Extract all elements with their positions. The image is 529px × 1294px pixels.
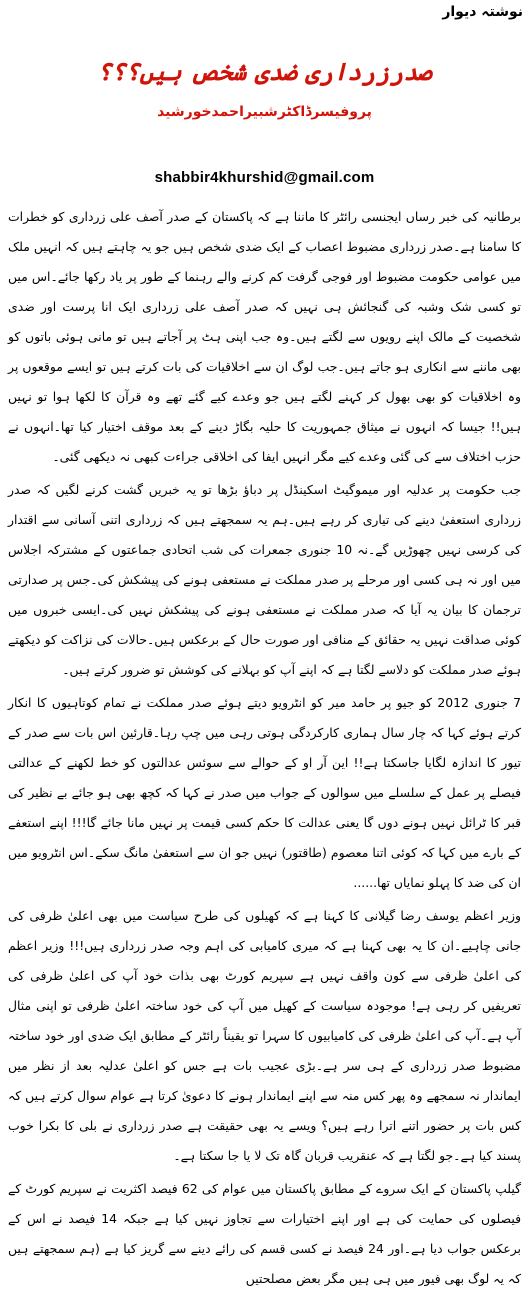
paragraph-2: جب حکومت پر عدلیہ اور میموگیٹ اسکینڈل پر دباؤ بڑھا تو یہ خبریں گشت کرنے لگیں کہ صدر زرداری استعفیٰ دینے کی تیاری کر رہے ہیں۔ہم یہ سمجھتے ہیں کہ زرداری اتنی آسانی سے اقتدار کی کرسی نہیں چھوڑیں گے۔نہ 10 جنوری جمعرات کی شب اتحادی جماعتوں کے مشترکہ اجلاس میں اور نہ ہی کسی اور مرحلے پر صدر مملکت نے مستعفی ہونے کی پیشکش کی۔جس پر صدارتی ترجمان کا بیان یہ آیا کہ صدر مملکت نے مستعفی ہونے کی پیشکش نہیں کی۔ایسی خبروں میں کوئی صداقت نہیں یہ حقائق کے منافی اور صورت حال کے برعکس ہیں۔حالات کی نزاکت کو دیکھتے ہوئے صدر مملکت کو دلاسے لگتا ہے کہ اپنے آپ کو بہلانے کی کوشش تو ضرور کرتے ہیں۔ <box>8 482 522 677</box>
article-body <box>8 202 522 1286</box>
paragraph-4: وزیر اعظم یوسف رضا گیلانی کا کہنا ہے کہ کھیلوں کی طرح سیاست میں بھی اعلیٰ ظرفی کی جانی چاہیے۔ان کا یہ بھی کہنا ہے کہ میری کامیابی کی اہم وجہ صدر زرداری ہیں!!! وزیر اعظم کی اعلیٰ ظرفی سے کون واقف نہیں ہے سپریم کورٹ بھی بذات خود آپ کی اعلیٰ ظرفی کی تعریفیں کر رہی ہے! موجودہ سیاست کے کھیل میں آپ کی خود ساختہ اعلیٰ ظرفی تو اپنی مثال آپ ہے۔آپ کی اعلیٰ ظرفی کی کامیابیوں کا سہرا تو یقیناً رائٹر کے مطابق ایک ضدی اور خود ساختہ مضبوط صدر زرداری کے ہی سر ہے۔بڑی عجیب بات ہے جس کو اعلیٰ عدلیہ بعد از نظر میں ایماندار نہ سمجھے وہ پھر کس منہ سے اپنے ایماندار ہونے کا دعویٰ کرتا ہے عوام سوال کرتے ہیں کہ کس بات پر حضور اتنے اترا رہے ہیں؟ ویسے یہ بھی حقیقت ہے صدر زرداری نے بلی کا بکرا خوب پسند کیا ہے۔جو لگتا ہے کہ عنقریب قربان گاہ تک لا یا جا سکتا ہے۔ <box>8 908 521 1163</box>
section-label: نوشتہ دیوار <box>442 4 523 20</box>
paragraph-1: برطانیہ کی خبر رساں ایجنسی رائٹر کا ماننا ہے کہ پاکستان کے صدر آصف علی زرداری کو خطرات کا سامنا ہے۔صدر زرداری مضبوط اعصاب کے ایک ضدی شخص ہیں جو یہ چاہتے ہیں کہ انہیں ملک میں عوامی حکومت مضبوط اور فوجی گرفت کم کرنے والے رہنما کے طور پر یاد رکھا جائے۔اس میں تو کسی شک وشبہ کی گنجائش ہی نہیں کہ صدر آصف علی زرداری ایک انا پرست اور ضدی شخصیت کے مالک اپنے رویوں سے لگتے ہیں۔وہ جب اپنی ہٹ پر آجاتے ہیں تو مانی ہوئی باتوں کو بھی ماننے سے انکاری ہو جاتے ہیں۔جب لوگ ان سے اخلاقیات کی بات کرتے ہیں تو ایسے موقعوں پر وہ اخلاقیات کو بھی بھول کر کہنے لگتے ہیں جو وعدے کیے گئے تھے وہ قرآن کا لکھا ہوا تو نہیں ہیں!! جیسا کہ انہوں نے میثاق جمہوریت کا حلیہ بگاڑ دینے کے بعد موقف اختیار کیا تھا۔انہوں نے حزب اختلاف سے کی گئی وعدے کیے مگر انہیں ایفا کی اخلاقی جراءت کبھی نہ دیکھی گئی۔ <box>8 209 521 464</box>
author-email: shabbir4khurshid@gmail.com <box>154 169 375 186</box>
paragraph-3: 7 جنوری 2012 کو جیو پر حامد میر کو انٹرویو دیتے ہوئے صدر مملکت نے تمام کوتاہیوں کا انکار کرتے ہوئے کہا کہ چار سال ہماری کارکردگی ہوتی رہی میں چپ رہا۔قارئین اس بات سے صدر کے تیور کا اندازہ لگایا جاسکتا ہے!! این آر او کے حوالے سے سوئس عدالتوں کو خط لکھنے کے عدالتی فیصلے پر عمل کے سلسلے میں سوالوں کے جواب میں صدر نے کہا کہ کچھ بھی ہو جائے بے نظیر کی قبر کا ٹرائل نہیں ہونے دوں گا یعنی عدالت کا حکم کسی قیمت پر نہیں مانا جائے گا!!! اپنے استعفے کے بارے میں کہا کہ کوئی اتنا معصوم (طاقتور) نہیں جو ان سے استعفیٰ مانگ سکے۔اس انٹرویو میں ان کی ضد کا پہلو نمایاں تھا...... <box>8 695 522 890</box>
author-name: پروفیسرڈاکٹرشبیراحمدخورشید <box>157 104 372 120</box>
paragraph-5: گیلپ پاکستان کے ایک سروے کے مطابق پاکستان میں عوام کی 62 فیصد اکثریت نے سپریم کورٹ کے فیصلوں کی حمایت کی ہے اور اپنے اختیارات سے تجاوز نہیں کیا ہے جبکہ 14 فیصد نے اس کے برعکس جواب دیا ہے۔اور 24 فیصد نے کسی قسم کی رائے دینے سے گریز کیا ہے (ہم سمجھتے ہیں کہ یہ لوگ بھی فیور میں ہی ہیں مگر بعض مصلحتیں <box>8 1181 522 1286</box>
article-title: صدرزرداری ضدی شخص ہیں؟؟؟ <box>97 58 432 86</box>
